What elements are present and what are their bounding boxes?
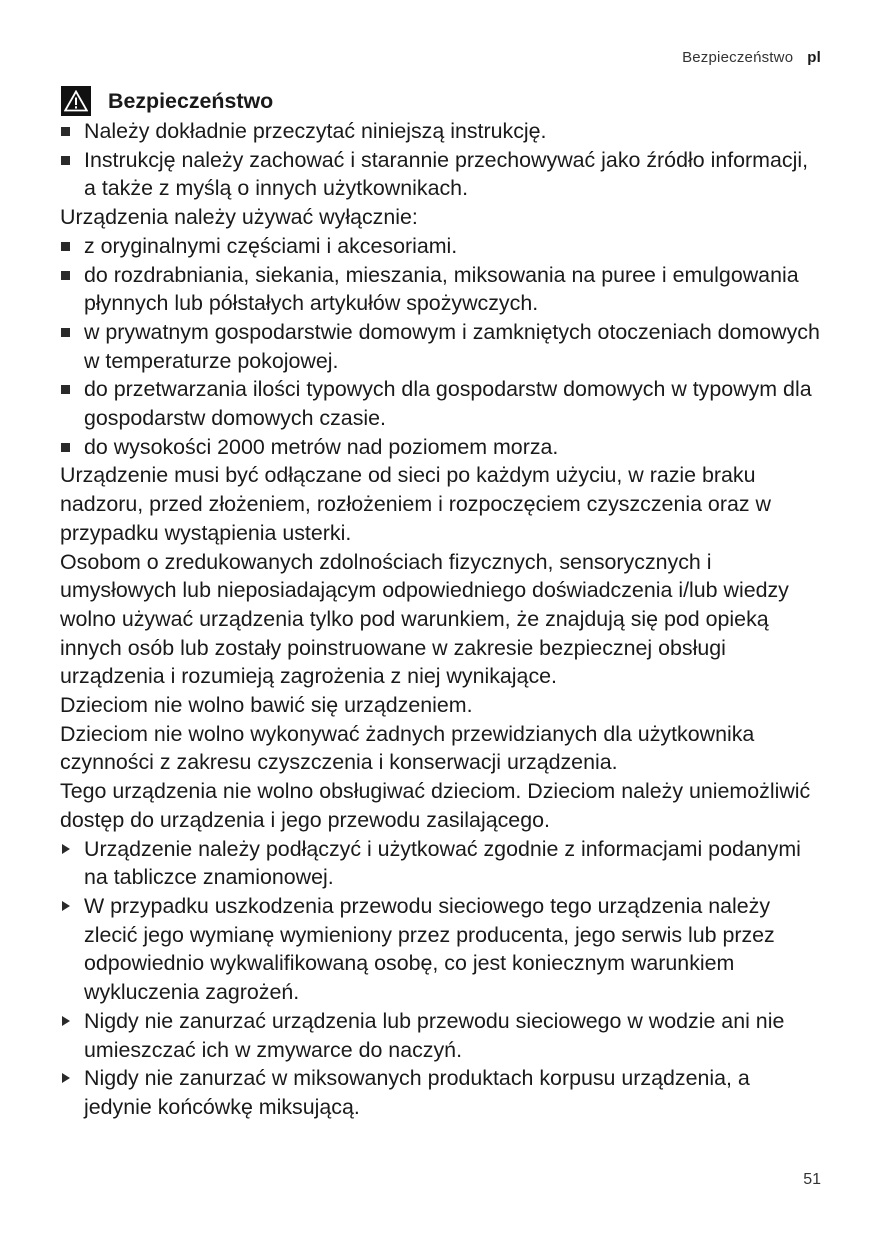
section-heading bbox=[60, 86, 822, 116]
warning-triangle-icon bbox=[61, 86, 91, 116]
permitted-usage-list bbox=[60, 232, 822, 462]
list-item: Należy dokładnie przeczytać niniejszą instrukcję. bbox=[60, 117, 822, 146]
running-header bbox=[682, 49, 821, 66]
list-item: Urządzenie należy podłączyć i użytkować zgodnie z informacjami podanymi na tabliczce znamionowej. bbox=[60, 835, 822, 892]
list-item: z oryginalnymi częściami i akcesoriami. bbox=[60, 232, 822, 261]
list-item: Nigdy nie zanurzać urządzenia lub przewodu sieciowego w wodzie ani nie umieszczać ich w zmywarce do naczyń. bbox=[60, 1007, 822, 1064]
list-item: do rozdrabniania, siekania, mieszania, miksowania na puree i emulgowania płynnych lub półstałych artykułów spożywczych. bbox=[60, 261, 822, 318]
header-section-title: Bezpieczeństwo bbox=[682, 49, 794, 66]
reduced-capabilities-paragraph: Osobom o zredukowanych zdolnościach fizycznych, sensorycznych i umysłowych lub nieposiadającym odpowiedniego doświadczenia i/lub wiedzy wolno używać urządzenia tylko pod warunkiem, że znajdują się pod opieką innych osób lub zostały poinstruowane w zakresie bezpiecznej obsługi urządzenia i rozumieją zagrożenia z niej wynikające. bbox=[60, 549, 789, 689]
list-item: do przetwarzania ilości typowych dla gospodarstw domowych w typowym dla gospodarstw domowych czasie. bbox=[60, 375, 822, 432]
disconnect-paragraph: Urządzenie musi być odłączane od sieci po każdym użyciu, w razie braku nadzoru, przed złożeniem, rozłożeniem i rozpoczęciem czyszczenia oraz w przypadku wystąpienia usterki. bbox=[60, 463, 771, 545]
children-operation-paragraph: Tego urządzenia nie wolno obsługiwać dzieciom. Dzieciom należy uniemożliwić dostęp do urządzenia i jego przewodu zasilającego. bbox=[60, 779, 811, 832]
children-play-paragraph: Dzieciom nie wolno bawić się urządzeniem. bbox=[60, 693, 473, 718]
header-language-code: pl bbox=[807, 49, 821, 66]
list-item: Nigdy nie zanurzać w miksowanych produktach korpusu urządzenia, a jedynie końcówkę miksującą. bbox=[60, 1064, 822, 1121]
list-item: Instrukcję należy zachować i starannie przechowywać jako źródło informacji, a także z myślą o innych użytkownikach. bbox=[60, 146, 822, 203]
list-item: do wysokości 2000 metrów nad poziomem morza. bbox=[60, 433, 822, 462]
safety-content bbox=[60, 86, 822, 1122]
section-heading-text: Bezpieczeństwo bbox=[108, 88, 274, 113]
safety-instructions-list bbox=[60, 835, 822, 1122]
page-number: 51 bbox=[803, 1171, 821, 1188]
usage-intro-text: Urządzenia należy używać wyłącznie: bbox=[60, 205, 418, 230]
list-item: w prywatnym gospodarstwie domowym i zamkniętych otoczeniach domowych w temperaturze pokojowej. bbox=[60, 318, 822, 375]
reading-instructions-list bbox=[60, 117, 822, 203]
list-item: W przypadku uszkodzenia przewodu sieciowego tego urządzenia należy zlecić jego wymianę wymieniony przez producenta, jego serwis lub przez odpowiednio wykwalifikowaną osobę, co jest koniecznym warunkiem wykluczenia zagrożeń. bbox=[60, 892, 822, 1007]
children-cleaning-paragraph: Dzieciom nie wolno wykonywać żadnych przewidzianych dla użytkownika czynności z zakresu czyszczenia i konserwacji urządzenia. bbox=[60, 721, 755, 775]
